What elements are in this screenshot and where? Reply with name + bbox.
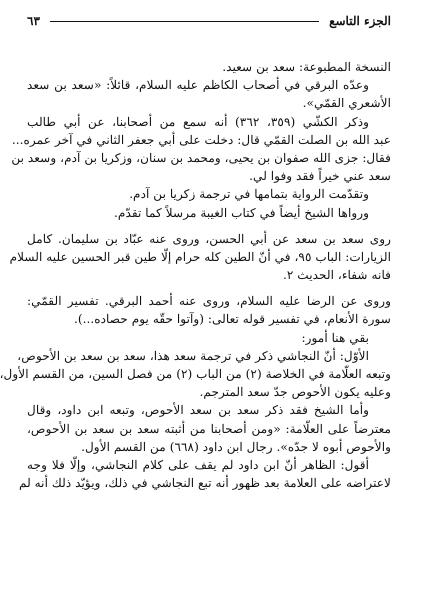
text-line: الزيارات: الباب ٩٥، في أنّ الطين كله حرام إلّا طين قبر الحسين عليه السلام [9,249,391,264]
text-line: وتقدّمت الرواية بتمامها في ترجمة زكريا بن آدم. [129,187,369,202]
text-line: وأما الشيخ فقد ذكر سعد بن سعد الأحوص، وتبعه ابن داود، وقال [27,403,369,418]
text-line: الأوّل: أنّ النجاشي ذكر في ترجمة سعد هذا، سعد بن سعد بن الأحوص، [17,348,369,363]
text-line: وروى عن الرضا عليه السلام، وروى عنه أحمد البرقي. تفسير القمّي: [27,294,391,309]
text-line: وذكر الكشّي (٣٥٩، ٣٦٢) أنه سمع من أصحابنا، عن أبي طالب [27,114,370,129]
paragraph-gap [27,222,391,230]
document-page [0,10,391,603]
text-line: النسخة المطبوعة: سعد بن سعيد. [222,60,391,74]
running-title: الجزء التاسع [329,14,391,28]
paragraph-gap [27,284,391,292]
text-line: فانه شفاء، الحديث ٢. [283,268,391,283]
text-line: ورواها الشيخ أيضاً في كتاب الغيبة مرسلاً كما تقدّم. [114,205,369,220]
text-line: بقي هنا أمور: [301,330,369,345]
text-line: أقول: الظاهر أنّ ابن داود لم يقف على كلام النجاشي، وإلّا فلا وجه [27,457,369,472]
page-body [0,58,391,492]
text-line: الأشعري القمّي». [302,96,391,111]
text-line: سورة الأنعام، في تفسير قوله تعالى: (وآتوا حقّه يوم حصاده...). [73,312,391,327]
text-line: والأحوص أبوه لا جدّه». رجال ابن داود (٦٦٨) من القسم الأول. [81,439,391,454]
text-line: فقال: جزى الله صفوان بن يحيى، ومحمد بن سنان، وزكريا بن آدم، وسعد بن [11,150,391,165]
text-line: روى سعد بن سعد عن أبي الحسن، وروى عنه عبّاد بن سليمان. كامل [27,231,391,246]
text-line: وعليه يكون الأحوص جدّ سعد المترجم. [199,385,391,400]
page-number: ٦٣ [27,14,40,28]
text-line: سعد عني خيراً فقد وفوا لي. [249,169,391,184]
text-line: معترضاً على العلّامة: «ومن أصحابنا من أثبته سعد بن سعد بن الأحوص، [27,421,391,436]
text-line: لاعتراضه على العلامة بعد ظهور أنه تبع النجاشي في ذلك، ويؤيّد ذلك أنه لم [18,476,391,491]
text-line: وعدّه البرقي في أصحاب الكاظم عليه السلام، قائلاً: «سعد بن سعد [27,78,369,93]
text-line: عبد الله بن الصلت القمّي قال: دخلت على أبي جعفر الثاني في آخر عمره... [11,132,391,147]
page-header [27,10,391,32]
text-line: وتبعه العلّامة في الخلاصة (٢) من الباب (٢) من فصل السين، من القسم الأول، [0,367,391,381]
header-rule [50,21,319,22]
